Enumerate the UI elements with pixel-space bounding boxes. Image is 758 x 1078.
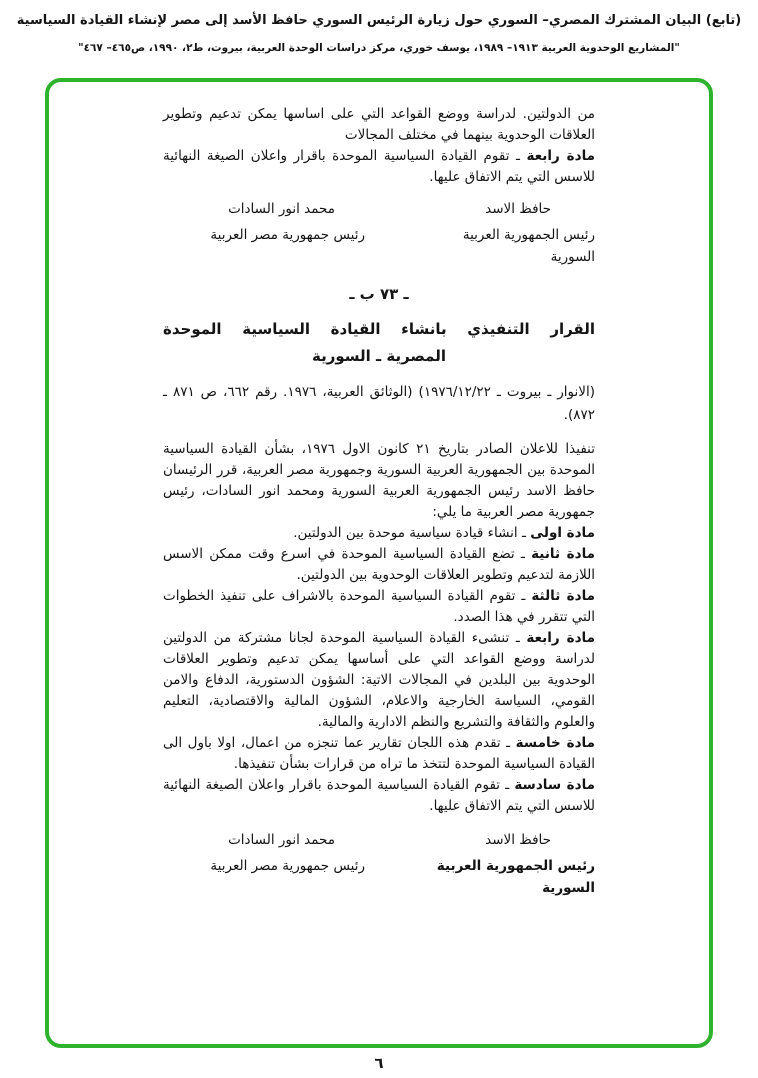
- signatory-title-egypt: رئيس جمهورية مصر العربية: [210, 227, 365, 243]
- article-text: ـ تقدم هذه اللجان تقارير عما تنجزه من اعمال، اولا باول الى القيادة السياسية الموحدة لتتخذ ما تراه من قرارات بشأن تنفيذها.: [163, 735, 595, 772]
- signature-column-egypt: [163, 829, 393, 899]
- article-lead: مادة اولى: [530, 525, 595, 541]
- signature-block-top: [163, 198, 595, 268]
- signature-column-syria: [393, 198, 595, 268]
- decree-citation: (الانوار ـ بيروت ـ ١٩٧٦/١٢/٢٢) (الوثائق العربية، ١٩٧٦. رقم ٦٦٢، ص ٨٧١ ـ ٨٧٢).: [163, 384, 595, 423]
- article-lead: مادة رابعة: [526, 630, 595, 646]
- signature-column-syria: [393, 829, 595, 899]
- signatory-title-syria-line2: السورية: [542, 880, 595, 896]
- article-lead: مادة رابعة: [526, 148, 595, 164]
- header-source-citation: "المشاريع الوحدوية العربية ١٩١٣– ١٩٨٩، يوسف خوري، مركز دراسات الوحدة العربية، بيروت، ط٢، ١٩٩٠، ص٤٦٥– ٤٦٧": [78, 42, 680, 54]
- decree-articles: [163, 523, 595, 817]
- article-paragraph-3: [163, 586, 595, 628]
- section-number-heading: ـ ٧٣ ب ـ: [349, 285, 409, 303]
- signatory-title-syria-line1: رئيس الجمهورية العربية: [436, 858, 595, 874]
- signatory-name-assad: حافظ الاسد: [485, 832, 551, 848]
- article-text: ـ تقوم القيادة السياسية الموحدة بالاشراف على تنفيذ الخطوات التي تتقرر في هذا الصدد.: [163, 588, 595, 625]
- decree-preamble: تنفيذا للاعلان الصادر بتاريخ ٢١ كانون الاول ١٩٧٦، بشأن القيادة السياسية الموحدة بين الجمهورية العربية السورية وجمهورية مصر العربية، قرر الرئيسان حافظ الاسد رئيس الجمهورية العربية السورية ومحمد انور السادات، رئيس جمهورية مصر العربية ما يلي:: [163, 441, 595, 520]
- article-text: ـ تقوم القيادة السياسية الموحدة باقرار واعلان الصيغة النهائية للاسس التي يتم الاتفاق عليها.: [163, 777, 595, 814]
- article-lead: مادة ثالثة: [531, 588, 596, 604]
- article-lead: مادة خامسة: [515, 735, 595, 751]
- continuation-paragraph: من الدولتين. لدراسة ووضع القواعد التي على اساسها يمكن تدعيم وتطوير العلاقات الوحدوية بينهما في مختلف المجالات: [163, 106, 595, 143]
- document-frame: [45, 78, 713, 1048]
- decree-title-line2: المصرية ـ السورية: [311, 347, 447, 365]
- article-paragraph-5: [163, 733, 595, 775]
- article-paragraph-1: [163, 523, 595, 544]
- article-paragraph-4: [163, 628, 595, 733]
- signature-column-egypt: [163, 198, 393, 268]
- article-text: ـ تضع القيادة السياسية الموحدة في اسرع وقت ممكن الاسس اللازمة لتدعيم وتطوير العلاقات الوحدوية بين الدولتين.: [163, 546, 595, 583]
- article-text: ـ انشاء قيادة سياسية موحدة بين الدولتين.: [293, 525, 526, 541]
- article-lead: مادة ثانية: [531, 546, 596, 562]
- signatory-title-syria-line2: السورية: [550, 249, 595, 265]
- signatory-title-egypt: رئيس جمهورية مصر العربية: [210, 858, 365, 874]
- signatory-title-syria-line1: رئيس الجمهورية العربية: [462, 227, 595, 243]
- header-title: (تابع) البيان المشترك المصري– السوري حول زيارة الرئيس السوري حافظ الأسد إلى مصر لإنشاء القيادة السياسية: [16, 13, 742, 28]
- article-paragraph-2: [163, 544, 595, 586]
- signature-block-bottom: [163, 829, 595, 899]
- decree-title-line1: القرار التنفيذي بانشاء القيادة السياسية الموحدة: [163, 320, 595, 338]
- article-text: ـ تنشىء القيادة السياسية الموحدة لجانا مشتركة من الدولتين لدراسة ووضع القواعد التي على أساسها يمكن تدعيم وتطوير العلاقات الوحدوية بين البلدين في المجالات الاتية: الشؤون الدستورية، الدفاع والامن القومي، السياسة الخارجية والاعلام، الشؤون المالية والاقتصادية، التعليم والعلوم والثقافة والتشريع والنظم الادارية والمالية.: [163, 630, 595, 730]
- continuation-article-paragraph: [163, 146, 595, 188]
- signatory-name-sadat: محمد انور السادات: [228, 832, 335, 848]
- article-text: ـ تقوم القيادة السياسية الموحدة باقرار واعلان الصيغة النهائية للاسس التي يتم الاتفاق عليها.: [163, 148, 595, 185]
- page-header: [0, 12, 758, 55]
- signatory-name-sadat: محمد انور السادات: [228, 201, 335, 217]
- article-paragraph-6: [163, 775, 595, 817]
- page-number: ٦: [374, 1054, 384, 1072]
- article-lead: مادة سادسة: [514, 777, 596, 793]
- signatory-name-assad: حافظ الاسد: [485, 201, 551, 217]
